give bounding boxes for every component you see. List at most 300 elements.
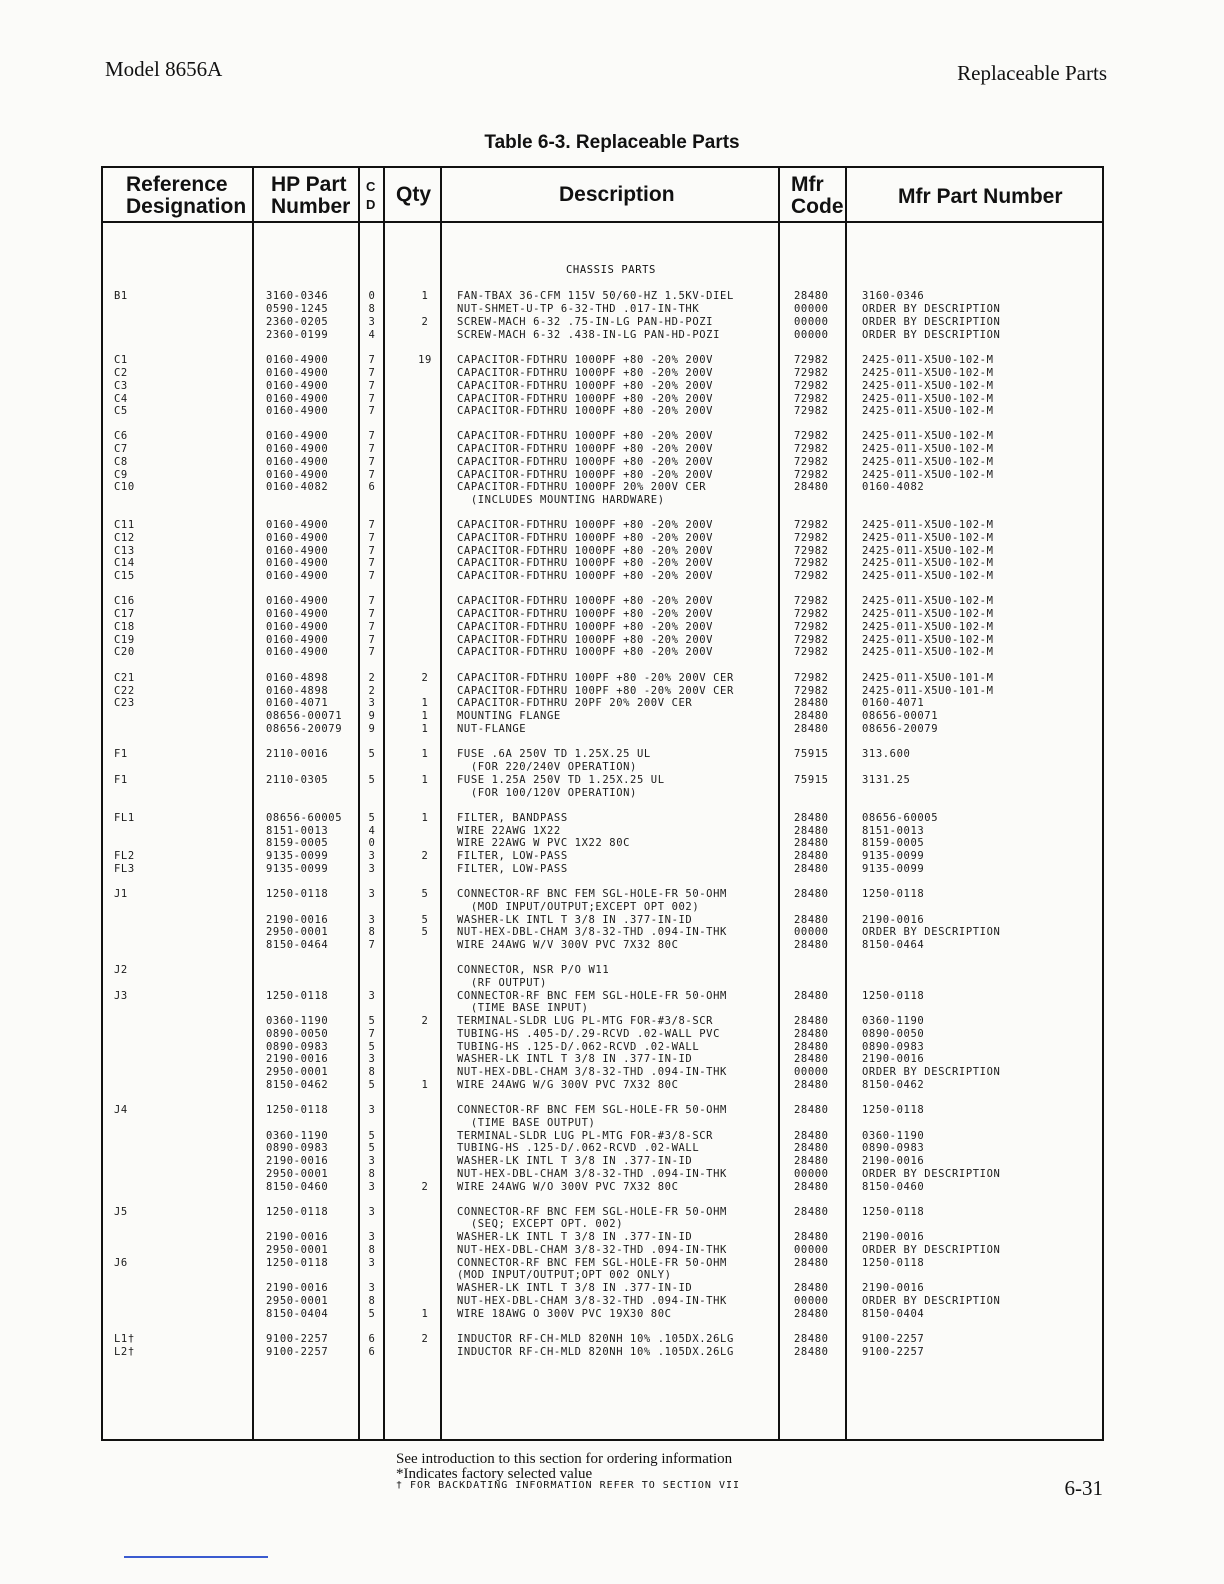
description-cell: CAPACITOR-FDTHRU 1000PF +80 -20% 200V xyxy=(457,519,714,531)
mfr-part-cell: 08656-20079 xyxy=(862,723,939,735)
cd-cell: 5 xyxy=(368,1142,376,1154)
mfr-code-cell: 75915 xyxy=(794,774,829,786)
ref-cell: C22 xyxy=(114,685,135,697)
mfr-part-cell: 0360-1190 xyxy=(862,1130,925,1142)
hp-part-cell: 2110-0305 xyxy=(266,774,329,786)
col-head-ref xyxy=(126,174,246,218)
hp-part-cell: 1250-0118 xyxy=(266,1206,329,1218)
cd-cell: 7 xyxy=(368,608,376,620)
hp-part-cell: 1250-0118 xyxy=(266,990,329,1002)
cd-cell: 8 xyxy=(368,1168,376,1180)
ref-cell: C18 xyxy=(114,621,135,633)
mfr-code-cell: 00000 xyxy=(794,303,829,315)
mfr-code-cell: 28480 xyxy=(794,710,829,722)
qty-cell: 2 xyxy=(421,1181,429,1193)
mfr-code-cell: 72982 xyxy=(794,456,829,468)
mfr-part-cell: 2425-011-X5U0-101-M xyxy=(862,672,994,684)
hp-part-cell: 8150-0460 xyxy=(266,1181,329,1193)
mfr-part-cell: 2425-011-X5U0-102-M xyxy=(862,354,994,366)
hp-part-cell: 0160-4900 xyxy=(266,545,329,557)
ref-cell: B1 xyxy=(114,290,128,302)
mfr-code-cell: 28480 xyxy=(794,1257,829,1269)
mfr-part-cell: 2190-0016 xyxy=(862,1155,925,1167)
hp-part-cell: 2950-0001 xyxy=(266,926,329,938)
description-cell: WASHER-LK INTL T 3/8 IN .377-IN-ID xyxy=(457,914,693,926)
mfr-code-cell: 28480 xyxy=(794,990,829,1002)
mfr-part-cell: 8150-0460 xyxy=(862,1181,925,1193)
cd-cell: 7 xyxy=(368,456,376,468)
description-cell: CONNECTOR-RF BNC FEM SGL-HOLE-FR 50-OHM xyxy=(457,888,727,900)
cd-cell: 3 xyxy=(368,850,376,862)
qty-cell: 1 xyxy=(421,748,429,760)
mfr-part-cell: 0890-0050 xyxy=(862,1028,925,1040)
mfr-part-cell: 8159-0005 xyxy=(862,837,925,849)
cd-cell: 5 xyxy=(368,1015,376,1027)
description-cell: TUBING-HS .125-D/.062-RCVD .02-WALL xyxy=(457,1041,700,1053)
col-head-hp xyxy=(271,174,350,218)
mfr-code-cell: 28480 xyxy=(794,697,829,709)
ref-cell: C2 xyxy=(114,367,128,379)
description-cell: CAPACITOR-FDTHRU 1000PF +80 -20% 200V xyxy=(457,430,714,442)
mfr-code-cell: 72982 xyxy=(794,519,829,531)
mfr-part-cell: 2425-011-X5U0-102-M xyxy=(862,456,994,468)
ref-cell: C3 xyxy=(114,380,128,392)
mfr-part-cell: 2425-011-X5U0-102-M xyxy=(862,646,994,658)
description-cell: (TIME BASE INPUT) xyxy=(457,1002,589,1014)
mfr-code-cell: 72982 xyxy=(794,430,829,442)
cd-cell: 3 xyxy=(368,316,376,328)
mfr-part-cell: ORDER BY DESCRIPTION xyxy=(862,1295,1001,1307)
qty-cell: 2 xyxy=(421,672,429,684)
description-cell: FILTER, LOW-PASS xyxy=(457,850,568,862)
mfr-code-cell: 28480 xyxy=(794,939,829,951)
hp-part-cell: 1250-0118 xyxy=(266,888,329,900)
mfr-part-cell: ORDER BY DESCRIPTION xyxy=(862,1066,1001,1078)
hp-part-cell: 0160-4900 xyxy=(266,608,329,620)
cd-cell: 7 xyxy=(368,380,376,392)
col-head-mfr-code xyxy=(791,174,844,218)
cd-cell: 7 xyxy=(368,646,376,658)
mfr-code-cell: 00000 xyxy=(794,1244,829,1256)
description-cell: (FOR 100/120V OPERATION) xyxy=(457,787,637,799)
description-cell: WIRE 24AWG W/G 300V PVC 7X32 80C xyxy=(457,1079,679,1091)
qty-cell: 1 xyxy=(421,723,429,735)
mfr-part-cell: 2425-011-X5U0-102-M xyxy=(862,469,994,481)
hp-part-cell: 0160-4900 xyxy=(266,570,329,582)
hp-part-cell: 2950-0001 xyxy=(266,1295,329,1307)
mfr-part-cell: 0890-0983 xyxy=(862,1142,925,1154)
qty-cell: 1 xyxy=(421,710,429,722)
description-cell: WASHER-LK INTL T 3/8 IN .377-IN-ID xyxy=(457,1282,693,1294)
mfr-code-cell: 28480 xyxy=(794,1155,829,1167)
ref-cell: F1 xyxy=(114,748,128,760)
mfr-code-cell: 72982 xyxy=(794,380,829,392)
description-cell: CONNECTOR-RF BNC FEM SGL-HOLE-FR 50-OHM xyxy=(457,1104,727,1116)
mfr-part-cell: 0360-1190 xyxy=(862,1015,925,1027)
qty-cell: 1 xyxy=(421,1308,429,1320)
cd-cell: 3 xyxy=(368,863,376,875)
mfr-part-cell: 8150-0464 xyxy=(862,939,925,951)
mfr-code-cell: 00000 xyxy=(794,1295,829,1307)
hp-part-cell: 8150-0462 xyxy=(266,1079,329,1091)
mfr-code-cell: 72982 xyxy=(794,646,829,658)
hp-part-cell: 0160-4900 xyxy=(266,519,329,531)
mfr-code-cell: 72982 xyxy=(794,393,829,405)
description-cell: WIRE 24AWG W/V 300V PVC 7X32 80C xyxy=(457,939,679,951)
hp-part-cell: 0160-4900 xyxy=(266,405,329,417)
description-cell: CAPACITOR-FDTHRU 1000PF +80 -20% 200V xyxy=(457,634,714,646)
cd-cell: 8 xyxy=(368,1295,376,1307)
description-cell: (RF OUTPUT) xyxy=(457,977,547,989)
mfr-part-cell: 2425-011-X5U0-102-M xyxy=(862,570,994,582)
cd-cell: 7 xyxy=(368,634,376,646)
qty-cell: 2 xyxy=(421,1015,429,1027)
hp-part-cell: 0160-4900 xyxy=(266,393,329,405)
ref-cell: C10 xyxy=(114,481,135,493)
description-cell: TUBING-HS .125-D/.062-RCVD .02-WALL xyxy=(457,1142,700,1154)
ref-cell: J6 xyxy=(114,1257,128,1269)
mfr-part-cell: ORDER BY DESCRIPTION xyxy=(862,1244,1001,1256)
hp-part-cell: 0160-4900 xyxy=(266,456,329,468)
hp-part-cell: 0890-0983 xyxy=(266,1041,329,1053)
ref-cell: L2† xyxy=(114,1346,135,1358)
mfr-code-cell: 72982 xyxy=(794,595,829,607)
col-head-mfr-code-2: Code xyxy=(791,195,844,219)
mfr-part-cell: 2425-011-X5U0-102-M xyxy=(862,557,994,569)
description-cell: CAPACITOR-FDTHRU 20PF 20% 200V CER xyxy=(457,697,693,709)
ref-cell: C4 xyxy=(114,393,128,405)
hp-part-cell: 0360-1190 xyxy=(266,1015,329,1027)
mfr-code-cell: 28480 xyxy=(794,1041,829,1053)
description-cell: NUT-HEX-DBL-CHAM 3/8-32-THD .094-IN-THK xyxy=(457,1244,727,1256)
mfr-code-cell: 00000 xyxy=(794,329,829,341)
mfr-part-cell: 2425-011-X5U0-102-M xyxy=(862,545,994,557)
mfr-code-cell: 28480 xyxy=(794,1181,829,1193)
footer-backdating: † FOR BACKDATING INFORMATION REFER TO SECTION VII xyxy=(396,1480,741,1491)
description-cell: FILTER, BANDPASS xyxy=(457,812,568,824)
cd-cell: 8 xyxy=(368,1066,376,1078)
description-cell: CAPACITOR-FDTHRU 1000PF +80 -20% 200V xyxy=(457,354,714,366)
description-cell: SCREW-MACH 6-32 .75-IN-LG PAN-HD-POZI xyxy=(457,316,714,328)
description-cell: WIRE 24AWG W/O 300V PVC 7X32 80C xyxy=(457,1181,679,1193)
col-head-cd-2: D xyxy=(366,197,376,212)
mfr-part-cell: ORDER BY DESCRIPTION xyxy=(862,303,1001,315)
hp-part-cell: 2950-0001 xyxy=(266,1168,329,1180)
mfr-part-cell: 08656-00071 xyxy=(862,710,939,722)
description-cell: SCREW-MACH 6-32 .438-IN-LG PAN-HD-POZI xyxy=(457,329,721,341)
ref-cell: J5 xyxy=(114,1206,128,1218)
hp-part-cell: 2190-0016 xyxy=(266,914,329,926)
hp-part-cell: 0890-0050 xyxy=(266,1028,329,1040)
qty-cell: 19 xyxy=(418,354,432,366)
mfr-code-cell: 72982 xyxy=(794,557,829,569)
hp-part-cell: 0160-4900 xyxy=(266,443,329,455)
hp-part-cell: 0360-1190 xyxy=(266,1130,329,1142)
ref-cell: F1 xyxy=(114,774,128,786)
mfr-part-cell: 3131.25 xyxy=(862,774,911,786)
description-cell: FAN-TBAX 36-CFM 115V 50/60-HZ 1.5KV-DIEL xyxy=(457,290,734,302)
column-divider xyxy=(845,166,847,1441)
hp-part-cell: 9135-0099 xyxy=(266,850,329,862)
col-head-ref-2: Designation xyxy=(126,195,247,219)
hp-part-cell: 0160-4900 xyxy=(266,367,329,379)
cd-cell: 6 xyxy=(368,1333,376,1345)
mfr-code-cell: 28480 xyxy=(794,1333,829,1345)
ref-cell: C8 xyxy=(114,456,128,468)
hp-part-cell: 0160-4900 xyxy=(266,621,329,633)
mfr-code-cell: 28480 xyxy=(794,812,829,824)
mfr-code-cell: 28480 xyxy=(794,481,829,493)
mfr-part-cell: 8150-0462 xyxy=(862,1079,925,1091)
cd-cell: 3 xyxy=(368,1053,376,1065)
mfr-code-cell: 28480 xyxy=(794,825,829,837)
description-cell: TERMINAL-SLDR LUG PL-MTG FOR-#3/8-SCR xyxy=(457,1130,714,1142)
ref-cell: L1† xyxy=(114,1333,135,1345)
qty-cell: 5 xyxy=(421,888,429,900)
cd-cell: 9 xyxy=(368,710,376,722)
hp-part-cell: 8150-0404 xyxy=(266,1308,329,1320)
mfr-part-cell: 2425-011-X5U0-102-M xyxy=(862,367,994,379)
description-cell: NUT-HEX-DBL-CHAM 3/8-32-THD .094-IN-THK xyxy=(457,1168,727,1180)
section-title: CHASSIS PARTS xyxy=(566,264,656,276)
page-number: 6-31 xyxy=(1064,1476,1103,1500)
ref-cell: FL2 xyxy=(114,850,135,862)
cd-cell: 7 xyxy=(368,595,376,607)
cd-cell: 3 xyxy=(368,888,376,900)
description-cell: WIRE 22AWG W PVC 1X22 80C xyxy=(457,837,631,849)
description-cell: (INCLUDES MOUNTING HARDWARE) xyxy=(457,494,665,506)
ref-cell: C17 xyxy=(114,608,135,620)
mfr-code-cell: 28480 xyxy=(794,1346,829,1358)
mfr-part-cell: 2425-011-X5U0-102-M xyxy=(862,519,994,531)
cd-cell: 9 xyxy=(368,723,376,735)
cd-cell: 8 xyxy=(368,303,376,315)
column-divider xyxy=(358,166,360,1441)
description-cell: CAPACITOR-FDTHRU 1000PF +80 -20% 200V xyxy=(457,557,714,569)
hp-part-cell: 0160-4900 xyxy=(266,557,329,569)
cd-cell: 0 xyxy=(368,837,376,849)
ref-cell: C21 xyxy=(114,672,135,684)
bottom-rule xyxy=(124,1556,268,1558)
mfr-code-cell: 28480 xyxy=(794,723,829,735)
description-cell: (TIME BASE OUTPUT) xyxy=(457,1117,596,1129)
cd-cell: 4 xyxy=(368,825,376,837)
mfr-part-cell: 0160-4071 xyxy=(862,697,925,709)
ref-cell: C7 xyxy=(114,443,128,455)
col-head-cd xyxy=(366,178,375,214)
mfr-part-cell: 2190-0016 xyxy=(862,1282,925,1294)
mfr-code-cell: 28480 xyxy=(794,1104,829,1116)
mfr-code-cell: 28480 xyxy=(794,863,829,875)
mfr-part-cell: 1250-0118 xyxy=(862,1104,925,1116)
mfr-code-cell: 72982 xyxy=(794,634,829,646)
cd-cell: 3 xyxy=(368,1181,376,1193)
mfr-code-cell: 00000 xyxy=(794,926,829,938)
hp-part-cell: 8159-0005 xyxy=(266,837,329,849)
mfr-code-cell: 72982 xyxy=(794,405,829,417)
hp-part-cell: 2190-0016 xyxy=(266,1155,329,1167)
description-cell: FILTER, LOW-PASS xyxy=(457,863,568,875)
cd-cell: 5 xyxy=(368,1079,376,1091)
ref-cell: C16 xyxy=(114,595,135,607)
description-cell: (MOD INPUT/OUTPUT;OPT 002 ONLY) xyxy=(457,1269,672,1281)
qty-cell: 5 xyxy=(421,926,429,938)
mfr-code-cell: 72982 xyxy=(794,570,829,582)
cd-cell: 3 xyxy=(368,914,376,926)
description-cell: CAPACITOR-FDTHRU 1000PF +80 -20% 200V xyxy=(457,405,714,417)
ref-cell: J2 xyxy=(114,964,128,976)
hp-part-cell: 9135-0099 xyxy=(266,863,329,875)
description-cell: CONNECTOR-RF BNC FEM SGL-HOLE-FR 50-OHM xyxy=(457,990,727,1002)
col-head-hp-1: HP Part xyxy=(271,173,347,196)
qty-cell: 5 xyxy=(421,914,429,926)
mfr-code-cell: 28480 xyxy=(794,1142,829,1154)
mfr-code-cell: 00000 xyxy=(794,1066,829,1078)
hp-part-cell: 08656-00071 xyxy=(266,710,343,722)
description-cell: CONNECTOR-RF BNC FEM SGL-HOLE-FR 50-OHM xyxy=(457,1257,727,1269)
cd-cell: 7 xyxy=(368,570,376,582)
mfr-code-cell: 28480 xyxy=(794,1308,829,1320)
cd-cell: 5 xyxy=(368,774,376,786)
cd-cell: 4 xyxy=(368,329,376,341)
description-cell: CAPACITOR-FDTHRU 1000PF +80 -20% 200V xyxy=(457,646,714,658)
ref-cell: FL3 xyxy=(114,863,135,875)
description-cell: CAPACITOR-FDTHRU 1000PF +80 -20% 200V xyxy=(457,443,714,455)
cd-cell: 0 xyxy=(368,290,376,302)
cd-cell: 3 xyxy=(368,1282,376,1294)
hp-part-cell: 2190-0016 xyxy=(266,1231,329,1243)
mfr-code-cell: 28480 xyxy=(794,290,829,302)
table-title: Table 6-3. Replaceable Parts xyxy=(484,132,740,153)
ref-cell: C23 xyxy=(114,697,135,709)
hp-part-cell: 8151-0013 xyxy=(266,825,329,837)
header-section: Replaceable Parts xyxy=(957,61,1107,85)
mfr-code-cell: 72982 xyxy=(794,469,829,481)
mfr-part-cell: 2190-0016 xyxy=(862,1231,925,1243)
description-cell: CAPACITOR-FDTHRU 1000PF +80 -20% 200V xyxy=(457,608,714,620)
cd-cell: 7 xyxy=(368,1028,376,1040)
cd-cell: 5 xyxy=(368,1130,376,1142)
cd-cell: 7 xyxy=(368,545,376,557)
description-cell: CAPACITOR-FDTHRU 1000PF +80 -20% 200V xyxy=(457,367,714,379)
cd-cell: 7 xyxy=(368,354,376,366)
col-head-mfr-part: Mfr Part Number xyxy=(898,185,1063,208)
hp-part-cell: 0160-4900 xyxy=(266,532,329,544)
ref-cell: C14 xyxy=(114,557,135,569)
description-cell: CAPACITOR-FDTHRU 1000PF +80 -20% 200V xyxy=(457,595,714,607)
cd-cell: 5 xyxy=(368,748,376,760)
description-cell: WASHER-LK INTL T 3/8 IN .377-IN-ID xyxy=(457,1231,693,1243)
mfr-part-cell: 0160-4082 xyxy=(862,481,925,493)
mfr-part-cell: 313.600 xyxy=(862,748,911,760)
description-cell: CAPACITOR-FDTHRU 1000PF +80 -20% 200V xyxy=(457,469,714,481)
description-cell: CONNECTOR-RF BNC FEM SGL-HOLE-FR 50-OHM xyxy=(457,1206,727,1218)
description-cell: NUT-FLANGE xyxy=(457,723,527,735)
ref-cell: C19 xyxy=(114,634,135,646)
mfr-part-cell: 9100-2257 xyxy=(862,1346,925,1358)
qty-cell: 2 xyxy=(421,316,429,328)
description-cell: CAPACITOR-FDTHRU 1000PF +80 -20% 200V xyxy=(457,380,714,392)
ref-cell: C11 xyxy=(114,519,135,531)
mfr-code-cell: 28480 xyxy=(794,888,829,900)
mfr-part-cell: 8151-0013 xyxy=(862,825,925,837)
hp-part-cell: 08656-20079 xyxy=(266,723,343,735)
cd-cell: 7 xyxy=(368,939,376,951)
cd-cell: 7 xyxy=(368,367,376,379)
mfr-part-cell: 1250-0118 xyxy=(862,1206,925,1218)
mfr-part-cell: 1250-0118 xyxy=(862,1257,925,1269)
hp-part-cell: 2110-0016 xyxy=(266,748,329,760)
mfr-code-cell: 28480 xyxy=(794,1206,829,1218)
ref-cell: J1 xyxy=(114,888,128,900)
hp-part-cell: 2950-0001 xyxy=(266,1066,329,1078)
ref-cell: C1 xyxy=(114,354,128,366)
description-cell: INDUCTOR RF-CH-MLD 820NH 10% .105DX.26LG xyxy=(457,1346,734,1358)
hp-part-cell: 0160-4898 xyxy=(266,672,329,684)
description-cell: (SEQ; EXCEPT OPT. 002) xyxy=(457,1218,624,1230)
cd-cell: 5 xyxy=(368,1308,376,1320)
ref-cell: J4 xyxy=(114,1104,128,1116)
hp-part-cell: 9100-2257 xyxy=(266,1346,329,1358)
mfr-part-cell: 2425-011-X5U0-102-M xyxy=(862,380,994,392)
ref-cell: C15 xyxy=(114,570,135,582)
mfr-part-cell: ORDER BY DESCRIPTION xyxy=(862,1168,1001,1180)
hp-part-cell: 9100-2257 xyxy=(266,1333,329,1345)
ref-cell: C20 xyxy=(114,646,135,658)
cd-cell: 7 xyxy=(368,405,376,417)
mfr-code-cell: 72982 xyxy=(794,367,829,379)
mfr-code-cell: 28480 xyxy=(794,1015,829,1027)
hp-part-cell: 0890-0983 xyxy=(266,1142,329,1154)
footer-ordering-info: See introduction to this section for ordering information xyxy=(396,1451,733,1467)
column-divider xyxy=(778,166,780,1441)
mfr-part-cell: ORDER BY DESCRIPTION xyxy=(862,316,1001,328)
mfr-part-cell: 2425-011-X5U0-102-M xyxy=(862,405,994,417)
hp-part-cell: 0160-4071 xyxy=(266,697,329,709)
mfr-part-cell: 0890-0983 xyxy=(862,1041,925,1053)
hp-part-cell: 0160-4900 xyxy=(266,646,329,658)
col-head-desc: Description xyxy=(559,183,675,206)
description-cell: NUT-HEX-DBL-CHAM 3/8-32-THD .094-IN-THK xyxy=(457,1066,727,1078)
description-cell: CAPACITOR-FDTHRU 1000PF +80 -20% 200V xyxy=(457,393,714,405)
column-divider xyxy=(252,166,254,1441)
cd-cell: 2 xyxy=(368,685,376,697)
mfr-code-cell: 00000 xyxy=(794,316,829,328)
mfr-part-cell: 1250-0118 xyxy=(862,990,925,1002)
hp-part-cell: 08656-60005 xyxy=(266,812,343,824)
mfr-part-cell: 2425-011-X5U0-102-M xyxy=(862,595,994,607)
cd-cell: 3 xyxy=(368,1257,376,1269)
column-divider xyxy=(383,166,385,1441)
cd-cell: 7 xyxy=(368,621,376,633)
cd-cell: 6 xyxy=(368,481,376,493)
cd-cell: 6 xyxy=(368,1346,376,1358)
description-cell: NUT-HEX-DBL-CHAM 3/8-32-THD .094-IN-THK xyxy=(457,926,727,938)
mfr-code-cell: 28480 xyxy=(794,1053,829,1065)
mfr-code-cell: 72982 xyxy=(794,608,829,620)
qty-cell: 1 xyxy=(421,290,429,302)
cd-cell: 3 xyxy=(368,1104,376,1116)
mfr-code-cell: 75915 xyxy=(794,748,829,760)
mfr-part-cell: 2425-011-X5U0-102-M xyxy=(862,443,994,455)
cd-cell: 7 xyxy=(368,393,376,405)
mfr-part-cell: 2425-011-X5U0-102-M xyxy=(862,393,994,405)
hp-part-cell: 0160-4898 xyxy=(266,685,329,697)
cd-cell: 7 xyxy=(368,519,376,531)
cd-cell: 7 xyxy=(368,469,376,481)
description-cell: CONNECTOR, NSR P/O W11 xyxy=(457,964,610,976)
qty-cell: 1 xyxy=(421,774,429,786)
